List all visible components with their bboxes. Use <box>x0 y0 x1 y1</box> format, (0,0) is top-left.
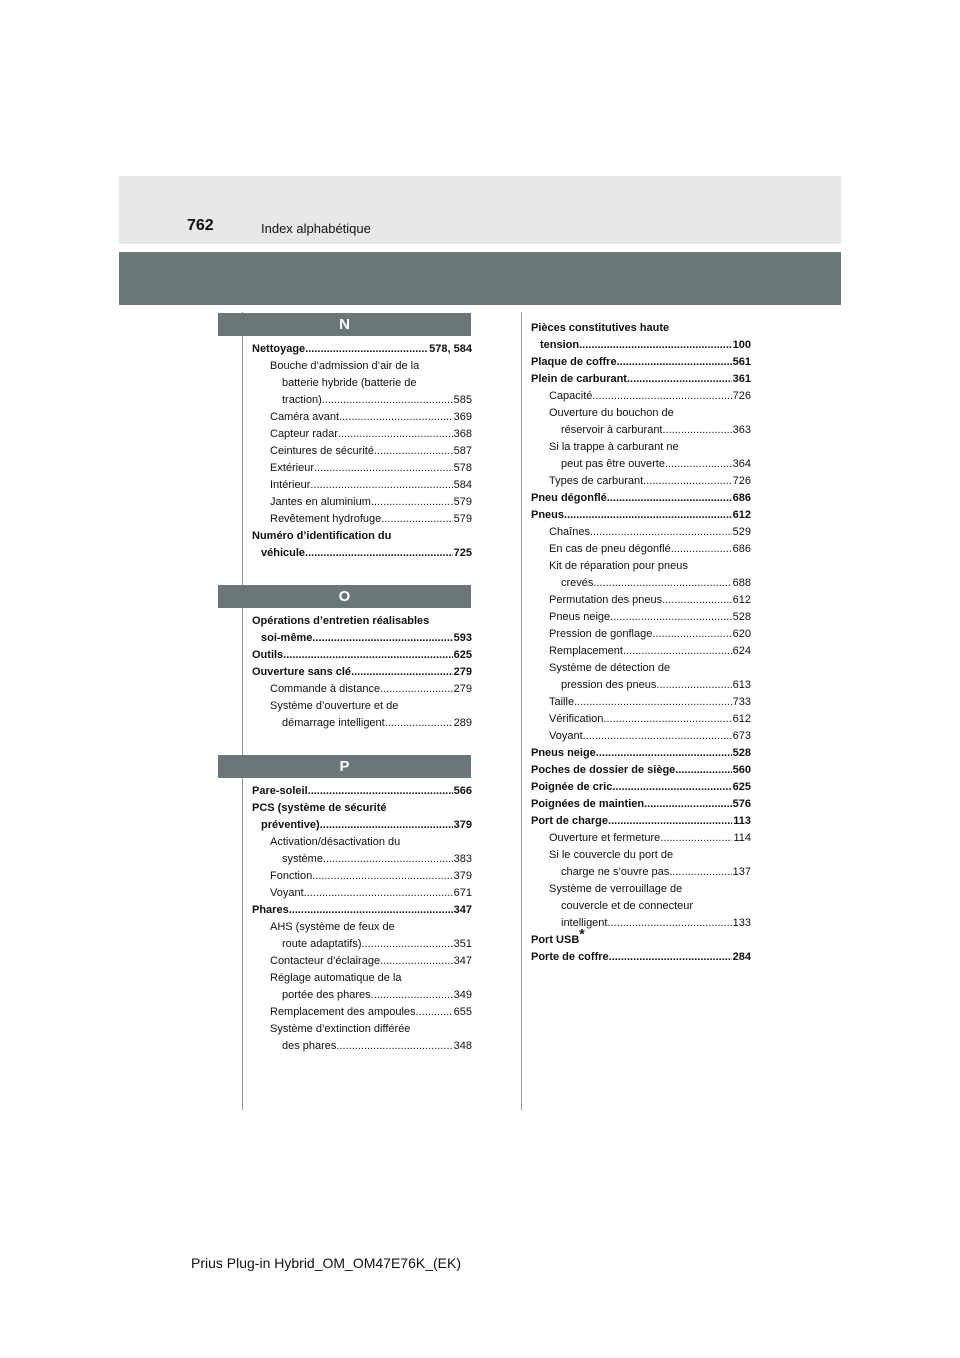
index-subentry-cont: peut pas être ouverte ..... 364 <box>531 456 751 473</box>
index-entry: Pneu dégonflé ..... 686 <box>531 490 751 507</box>
index-subentry: Ouverture et fermeture ..... 114 <box>531 830 751 847</box>
index-entry: Pièces constitutives haute <box>531 322 670 334</box>
index-column-left <box>252 313 472 1055</box>
index-subentry: Caméra avant ..... 369 <box>252 409 472 426</box>
index-entry: Plein de carburant ..... 361 <box>531 371 751 388</box>
index-subentry: Remplacement des ampoules ..... 655 <box>252 1004 472 1021</box>
index-entry: Opérations d’entretien réalisables <box>252 615 430 627</box>
index-entry: Numéro d’identification du <box>252 530 392 542</box>
index-subentry: Intérieur ..... 584 <box>252 477 472 494</box>
column-divider-right <box>521 312 522 1110</box>
index-subentry: En cas de pneu dégonflé ..... 686 <box>531 541 751 558</box>
header-dark-band <box>119 252 841 305</box>
page-title: Index alphabétique <box>261 221 371 236</box>
index-entry: Plaque de coffre ..... 561 <box>531 354 751 371</box>
footnote-marker: * <box>579 925 585 942</box>
index-entry: Nettoyage ..... 578, 584 <box>252 341 472 358</box>
index-subentry: Vérification ..... 612 <box>531 711 751 728</box>
index-subentry: Capteur radar ..... 368 <box>252 426 472 443</box>
index-subentry-cont: démarrage intelligent ..... 289 <box>252 715 472 732</box>
index-subentry: Permutation des pneus ..... 612 <box>531 592 751 609</box>
index-subentry: Voyant ..... 673 <box>531 728 751 745</box>
section-letter-p: P <box>218 755 471 778</box>
index-subentry: Pression de gonflage ..... 620 <box>531 626 751 643</box>
section-letter-n: N <box>218 313 471 336</box>
index-subentry: Revêtement hydrofuge ..... 579 <box>252 511 472 528</box>
index-entry: Pneus ..... 612 <box>531 507 751 524</box>
index-entry: Poignée de cric ..... 625 <box>531 779 751 796</box>
index-subentry: AHS (système de feux de <box>270 921 395 933</box>
index-subentry: Remplacement ..... 624 <box>531 643 751 660</box>
index-entry-cont: préventive) ..... 379 <box>252 817 472 834</box>
index-subentry: Réglage automatique de la <box>270 972 402 984</box>
index-entry: Pneus neige ..... 528 <box>531 745 751 762</box>
index-subentry: traction) ..... 585 <box>252 392 472 409</box>
index-subentry-cont: charge ne s’ouvre pas ..... 137 <box>531 864 751 881</box>
index-subentry-cont: route adaptatifs) ..... 351 <box>252 936 472 953</box>
index-subentry: Taille ..... 733 <box>531 694 751 711</box>
page-number: 762 <box>187 217 214 234</box>
index-subentry-cont: système ..... 383 <box>252 851 472 868</box>
index-entry: Port USB* <box>531 925 585 946</box>
index-subentry: Système d’ouverture et de <box>270 700 399 712</box>
index-subentry: Activation/désactivation du <box>270 836 401 848</box>
index-subentry: Fonction ..... 379 <box>252 868 472 885</box>
index-subentry: Système de verrouillage de <box>549 883 683 895</box>
index-subentry: Pneus neige ..... 528 <box>531 609 751 626</box>
index-entry: Outils ..... 625 <box>252 647 472 664</box>
index-entry: Poignées de maintien ..... 576 <box>531 796 751 813</box>
index-subentry: Si la trappe à carburant ne <box>549 441 679 453</box>
index-subentry: Jantes en aluminium ..... 579 <box>252 494 472 511</box>
index-subentry: Système d’extinction différée <box>270 1023 411 1035</box>
index-subentry: Kit de réparation pour pneus <box>549 560 688 572</box>
index-entry: Porte de coffre ..... 284 <box>531 949 751 966</box>
index-entry: PCS (système de sécurité <box>252 802 387 814</box>
index-subentry: Types de carburant ..... 726 <box>531 473 751 490</box>
index-entry-cont: véhicule ..... 725 <box>252 545 472 562</box>
index-subentry-cont: pression des pneus ..... 613 <box>531 677 751 694</box>
index-subentry: Extérieur ..... 578 <box>252 460 472 477</box>
index-subentry: Système de détection de <box>549 662 671 674</box>
index-entry-cont: soi-même ..... 593 <box>252 630 472 647</box>
index-subentry: Voyant ..... 671 <box>252 885 472 902</box>
index-subentry: Capacité ..... 726 <box>531 388 751 405</box>
index-subentry: Contacteur d’éclairage ..... 347 <box>252 953 472 970</box>
index-entry: Ouverture sans clé ..... 279 <box>252 664 472 681</box>
index-subentry: Ouverture du bouchon de <box>549 407 674 419</box>
index-subentry-cont: des phares ..... 348 <box>252 1038 472 1055</box>
index-entry-cont: tension ..... 100 <box>531 337 751 354</box>
footer-document-id: Prius Plug-in Hybrid_OM_OM47E76K_(EK) <box>191 1255 461 1271</box>
column-divider-left <box>242 312 243 1110</box>
section-letter-o: O <box>218 585 471 608</box>
index-subentry: Si le couvercle du port de <box>549 849 674 861</box>
index-subentry-cont: réservoir à carburant ..... 363 <box>531 422 751 439</box>
index-subentry: Ceintures de sécurité ..... 587 <box>252 443 472 460</box>
header-band <box>119 176 841 244</box>
index-entry: Port de charge ..... 113 <box>531 813 751 830</box>
index-entry: Pare-soleil ..... 566 <box>252 783 472 800</box>
index-subentry: Bouche d’admission d’air de la <box>270 360 420 372</box>
index-subentry-cont: intelligent ..... 133 <box>531 915 751 932</box>
index-entry: Poches de dossier de siège ..... 560 <box>531 762 751 779</box>
index-column-right <box>531 320 751 966</box>
index-subentry-cont: portée des phares ..... 349 <box>252 987 472 1004</box>
index-subentry: Commande à distance ..... 279 <box>252 681 472 698</box>
index-subentry-cont: batterie hybride (batterie de <box>282 377 417 389</box>
index-subentry-cont: couvercle et de connecteur <box>561 900 694 912</box>
index-entry: Phares ..... 347 <box>252 902 472 919</box>
index-subentry: Chaînes ..... 529 <box>531 524 751 541</box>
index-subentry-cont: crevés ..... 688 <box>531 575 751 592</box>
